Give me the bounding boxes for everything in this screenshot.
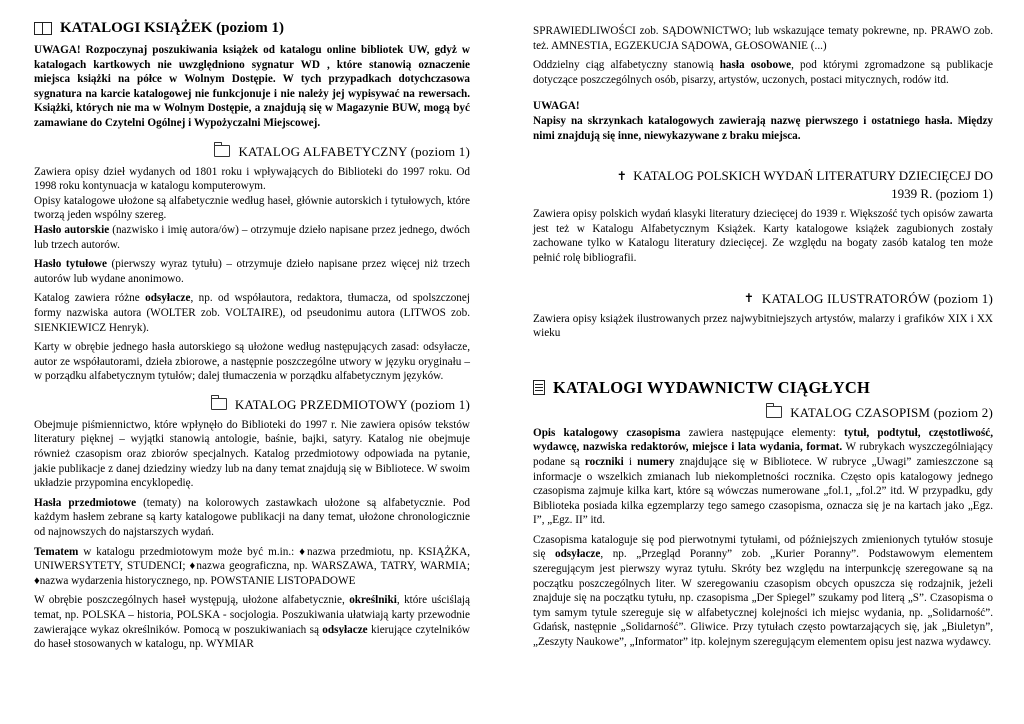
alfabetyczny-haslo-autorskie bbox=[34, 223, 470, 252]
ilustratorow-title: KATALOG ILUSTRATORÓW (poziom 1) bbox=[761, 290, 993, 306]
hasla-przedmiotowe-label: Hasła przedmiotowe bbox=[34, 496, 137, 509]
przedmiotowy-title: KATALOG PRZEDMIOTOWY (poziom 1) bbox=[234, 396, 470, 412]
opis-text-5: i bbox=[623, 455, 638, 468]
przedmiotowy-hasla bbox=[34, 496, 470, 540]
czasopism-p2-label: odsyłacze bbox=[554, 548, 601, 561]
opis-bold-2: tytuł, podtytuł, częstotliwość, wydawcę, nazwiska redaktorów, miejsce i lata wydania, format. bbox=[533, 426, 993, 454]
czasopism-p2-pre: Czasopisma kataloguje się pod pierwotnymi tytułami, od późniejszych zmienionych tytułów stosuje się bbox=[533, 533, 993, 561]
haslo-autorskie-text: (nazwisko i imię autora/ów) – otrzymuje dzieło napisane przez jednego, dwóch lub trzech autorów. bbox=[34, 223, 470, 251]
folder-icon bbox=[214, 145, 230, 157]
katalogi-ksiazek-warning: UWAGA! Rozpoczynaj poszukiwania książek od katalogu online bibliotek UW, gdyż w katalogach kartkowych nie uwzględniono sygnatur WD , które stanowią oznaczenie miejsca książki na półce w Wolnym Dostępie. W tych przypadkach dotychczasowa sygnatura na karcie katalogowej nie funkcjonuje i nie należy jej wypisywać na rewersach. Książki, których nie ma w Wolnym Dostępie, a znajdują się w Magazynie BUW, mogą być zamawiane do Czytelni Ogólnej i Wypożyczalni Miejscowej. bbox=[34, 44, 470, 129]
odsylacze-text-2: kierujące czytelników do haseł stosowanych w katalogu, np. WYMIAR bbox=[34, 623, 471, 651]
alfabetyczny-haslo-tytulowe bbox=[34, 257, 470, 286]
okreslniki-text: , które uściślają temat, np. POLSKA – historia, POLSKA - socjologia. Poszukiwania ułatwiają karty przewodnie zawierające wykaz określników. Pomocą w poszukiwaniach są bbox=[34, 594, 470, 636]
alfabetyczny-paragraph-2: Opisy katalogowe ułożone są alfabetycznie według haseł, głównie autorskich i tytułowych, które tworzą jeden wspólny szereg. bbox=[34, 194, 470, 222]
opis-text-1: zawiera następujące elementy: bbox=[680, 426, 845, 439]
hasla-przedmiotowe-text: (tematy) na kolorowych zastawkach ułożone są alfabetycznie. Pod każdym hasłem zebrane są karty katalogowe publikacji na dany temat, ułożone chronologicznie od najnowszych do najstarszych wydań. bbox=[34, 496, 470, 539]
alfabetyczny-karty: Karty w obrębie jednego hasła autorskiego są ułożone według następujących zasad: odsyłacze, autor ze współautorami, dzieła zbiorowe, a następnie poszczególne utwory w języku oryginału – w porządku alfabetycznym tytułów; dalej tłumaczenia w porządku alfabetycznym języków. bbox=[34, 341, 470, 383]
wydawnictw-title: KATALOGI WYDAWNICTW CIĄGŁYCH bbox=[553, 377, 871, 397]
haslo-autorskie-label: Hasło autorskie bbox=[34, 223, 110, 236]
opis-text-3: W rubrykach wyszczególniający podane są bbox=[533, 441, 993, 468]
folder-icon bbox=[766, 406, 782, 418]
ilustratorow-text: Zawiera opisy książek ilustrowanych przez najwybitniejszych artystów, malarzy i grafików XIX i XX wieku bbox=[533, 312, 993, 340]
przedmiotowy-okreslniki bbox=[34, 593, 470, 651]
book-icon bbox=[34, 22, 52, 35]
hasla-osobowe-pre: Oddzielny ciąg alfabetyczny stanowią bbox=[533, 59, 720, 72]
dzieciecej-title-line2: 1939 R. (poziom 1) bbox=[891, 186, 993, 202]
okreslniki-label: określniki bbox=[349, 594, 397, 607]
przedmiotowy-paragraph-1: Obejmuje piśmiennictwo, które wpłynęło do Biblioteki do 1997 r. Nie zawiera opisów tekstów literatury pięknej – wyjątki stanowią antologie, baśnie, bajki, satyry. Katalog nie obejmuje również czasopism oraz zbiorów specjalnych. Katalog przedmiotowy odpowiada na pytanie, jakie publikacje z danej dziedziny wiedzy lub na dany temat znajdują się w Bibliotece. W swoim układzie przypomina encyklopedię. bbox=[34, 418, 470, 490]
section-czasopism-heading bbox=[533, 404, 993, 421]
alfabetyczny-paragraph-1: Zawiera opisy dzieł wydanych od 1801 roku i wpływających do Biblioteki do 1997 roku. Od 1998 roku kontynuacja w katalogu komputerowym. bbox=[34, 165, 470, 193]
opis-bold-6: numery bbox=[637, 455, 675, 468]
folder-icon bbox=[211, 398, 227, 410]
czasopism-p2-text: , np. „Przegląd Poranny” zob. „Kurier Poranny”. Podstawowym elementem szeregującym jest pierwszy wyraz tytułu. Skróty bez względu na interpunkcję szeregowane są na początku poszczególnych liter. W szeregowaniu czasopism obcych opuszcza się rodzajnik, jeżeli znajduje się na początku tytułu, np. czasopisma „Der Spiegel” szukamy pod literą „S”. Czasopisma o tym samym tytule szereguje się w alfabetycznej kolejności ich miejsc wydania, np. „Solidarność”. Gdańsk, następnie „Solidarność”. Gliwice. Przy tytułach często powtarzających się, jak „Biuletyn”, „Zeszyty Naukowe”, „Informator” itp. kolejnym szeregującym elementem opisu jest nazwa wydawcy. bbox=[533, 548, 993, 649]
odsylacze-label: odsyłacze bbox=[145, 292, 191, 305]
opis-text-7: znajdujące się w Bibliotece. W rubryce „Uwagi” zamieszczone są informacje o wszelkich zmianach lub niekompletności rocznika. Często opis katalogowy jednego czasopisma zajmuje kilka kart, które są wówczas numerowane „fol.1, „fol.2” itd. W przypadku, gdy Biblioteka posiada kilka egzemplarzy tego samego czasopisma, oznacza się je na kartach jako „Egz. I”, „Egz. II” itd. bbox=[533, 455, 993, 527]
uwaga-text: Napisy na skrzynkach katalogowych zawierają nazwę pierwszego i ostatniego hasła. Między nimi znajdują się inne, niewykazywane z braku miejsca. bbox=[533, 114, 993, 142]
katalogi-ksiazek-title: KATALOGI KSIĄŻEK (poziom 1) bbox=[60, 20, 285, 36]
pin-icon: ✝ bbox=[743, 290, 754, 305]
tematem-text: w katalogu przedmiotowym może być m.in.: ♦nazwa przedmiotu, np. KSIĄŻKA, UNIWERSYTETY, STUDENCI; ♦nazwa geograficzna, np. WARSZAWA, TATRY, WARMIA; ♦nazwa wydarzenia historycznego, np. POWSTANIE LISTOPADOWE bbox=[34, 545, 470, 587]
odsylacze-post: , np. od współautora, redaktora, tłumacza, od spolszczonej formy nazwiska autora (WOLTER zob. VOLTAIRE), od pseudonimu autora (LITWOS zob. SIENKIEWICZ Henryk). bbox=[34, 292, 470, 334]
section-alfabetyczny-heading bbox=[34, 143, 470, 160]
section-katalogi-ksiazek-heading bbox=[34, 18, 470, 38]
odsylacze-label-2: odsyłacze bbox=[322, 623, 368, 636]
continued-paragraph: SPRAWIEDLIWOŚCI zob. SĄDOWNICTWO; lub wskazujące tematy pokrewne, np. PRAWO zob. też. AMNESTIA, EGZEKUCJA SĄDOWA, GŁOSOWANIE (...) bbox=[533, 25, 993, 52]
odsylacze-pre: Katalog zawiera różne bbox=[34, 292, 146, 305]
dzieciecej-title-line1: KATALOG POLSKICH WYDAŃ LITERATURY DZIECIĘCEJ DO bbox=[633, 168, 993, 184]
alfabetyczny-odsylacze bbox=[34, 291, 470, 335]
section-dzieciecej-heading bbox=[533, 167, 993, 202]
uwaga-title: UWAGA! bbox=[533, 100, 580, 113]
file-cabinet-icon bbox=[533, 380, 545, 395]
pin-icon: ✝ bbox=[616, 169, 627, 184]
haslo-tytulowe-text: (pierwszy wyraz tytułu) – otrzymuje dzieło napisane przez więcej niż trzech autorów lub wydane anonimowo. bbox=[34, 258, 470, 285]
przedmiotowy-tematem bbox=[34, 545, 470, 589]
czasopism-title: KATALOG CZASOPISM (poziom 2) bbox=[790, 404, 993, 420]
okreslniki-pre: W obrębie poszczególnych haseł występują, ułożone alfabetycznie, bbox=[34, 594, 350, 607]
dzieciecej-text: Zawiera opisy polskich wydań klasyki literatury dziecięcej do 1939 r. Większość tych opisów zawarta jest też w Katalogu Alfabetycznym Książek. Karty katalogowe książek zagubionych zostały zachowane tylko w Katalogu literatury dziecięcej. Ze względu na bogaty zasób katalog ten może pełnić rolę bibliografii. bbox=[533, 208, 993, 264]
czasopism-paragraph-2 bbox=[533, 533, 993, 650]
left-column bbox=[34, 18, 470, 652]
czasopism-opis bbox=[533, 426, 993, 528]
alfabetyczny-title: KATALOG ALFABETYCZNY (poziom 1) bbox=[238, 143, 470, 159]
hasla-osobowe-paragraph bbox=[533, 58, 993, 87]
opis-bold-4: roczniki bbox=[584, 455, 624, 468]
section-wydawnictw-heading bbox=[533, 377, 993, 399]
hasla-osobowe-label: hasła osobowe bbox=[719, 59, 792, 72]
hasla-osobowe-text: , pod którymi zgromadzone są publikacje dotyczące poszczególnych osób, pisarzy, artystów, uczonych, postaci mitycznych, rodów itd. bbox=[533, 59, 993, 86]
opis-label: Opis katalogowy czasopisma bbox=[533, 426, 681, 439]
right-column bbox=[533, 24, 993, 650]
section-ilustratorow-heading bbox=[533, 290, 993, 307]
tematem-label: Tematem bbox=[34, 545, 79, 558]
section-przedmiotowy-heading bbox=[34, 396, 470, 413]
haslo-tytulowe-label: Hasło tytułowe bbox=[34, 258, 107, 271]
